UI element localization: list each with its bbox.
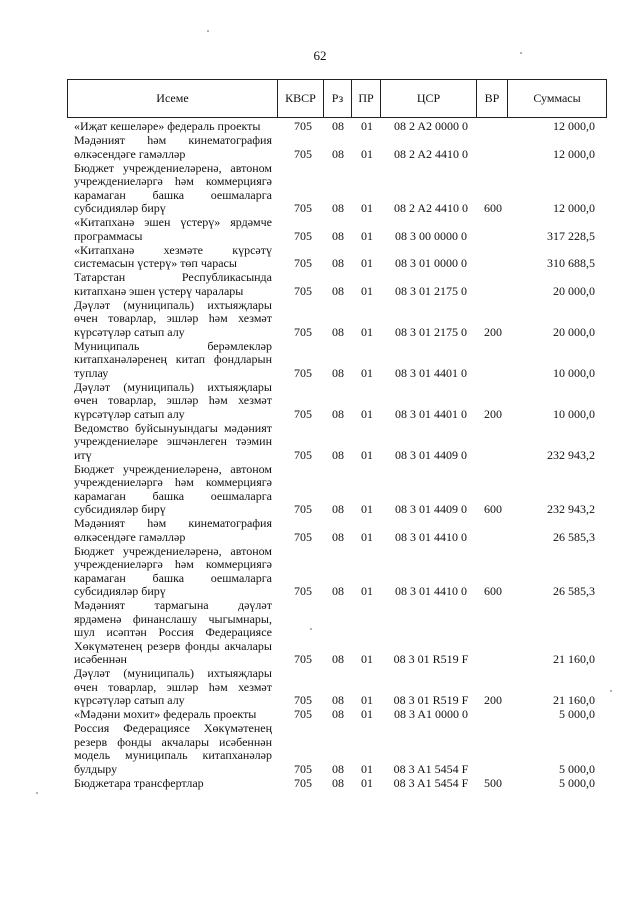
row-pr: 01: [361, 146, 373, 161]
row-kvsr: 705: [294, 761, 312, 776]
row-pr: 01: [361, 119, 373, 133]
row-name-line: шул исәптән Россия Федерациясе: [74, 625, 272, 639]
row-name-line: субсидияләр бирү: [74, 502, 166, 516]
row-name: [74, 517, 272, 544]
row-name-line: субсидияләр бирү: [74, 584, 166, 598]
row-name-line: модель муниципаль китапханәләр: [74, 748, 272, 762]
row-name: [74, 340, 272, 381]
row-csr: 08 3 01 4410 0: [395, 529, 467, 544]
row-name-line: карамаган башка оешмаларга: [74, 488, 272, 503]
row-kvsr: 705: [294, 228, 312, 243]
row-name-line: итү: [74, 447, 92, 462]
row-name-line: Дәүләт (муниципаль) ихтыяҗлары: [74, 297, 272, 312]
row-sum: 10 000,0: [553, 406, 595, 421]
row-name-line: өчен товарлар, эшләр һәм хезмәт: [74, 393, 272, 407]
row-name: [74, 722, 272, 776]
row-rz: 08: [332, 584, 344, 598]
row-rz: 08: [332, 761, 344, 776]
row-rz: 08: [332, 146, 344, 161]
row-rz: 08: [332, 652, 344, 666]
row-vr: 200: [484, 324, 502, 339]
header-csr: ЦСР: [381, 80, 477, 117]
row-name: [74, 599, 272, 667]
row-name-line: Дәүләт (муниципаль) ихтыяҗлары: [74, 666, 272, 680]
row-name-line: өлкәсендәге гамәлләр: [74, 529, 186, 544]
row-pr: 01: [361, 775, 373, 790]
row-csr: 08 2 A2 4410 0: [393, 201, 468, 215]
row-pr: 01: [361, 201, 373, 215]
row-sum: 5 000,0: [559, 775, 595, 790]
row-pr: 01: [361, 707, 373, 721]
row-name-line: карамаган башка оешмаларга: [74, 187, 272, 202]
row-name-line: Мәдәният һәм кинематография: [74, 516, 272, 530]
row-sum: 5 000,0: [559, 707, 595, 721]
row-sum: 12 000,0: [553, 201, 595, 215]
row-name-line: Мәдәният тармагына дәүләт: [74, 598, 272, 612]
header-kvsr: КВСР: [278, 80, 324, 117]
row-pr: 01: [361, 324, 373, 339]
row-rz: 08: [332, 324, 344, 339]
row-name: [74, 777, 272, 791]
row-rz: 08: [332, 406, 344, 421]
row-kvsr: 705: [294, 707, 312, 721]
row-kvsr: 705: [294, 365, 312, 380]
row-name-line: резерв фонды акчалары исәбеннән: [74, 734, 272, 749]
row-name-line: «Иҗат кешеләре» федераль проекты: [74, 119, 261, 133]
row-sum: 21 160,0: [553, 652, 595, 666]
row-name-line: Муниципаль берәмлекләр: [74, 338, 272, 353]
row-rz: 08: [332, 228, 344, 243]
row-csr: 08 3 A1 5454 F: [393, 775, 469, 790]
row-sum: 26 585,3: [553, 529, 595, 544]
row-csr: 08 2 A2 4410 0: [393, 146, 468, 161]
row-kvsr: 705: [294, 256, 312, 270]
row-rz: 08: [332, 707, 344, 721]
row-vr: 200: [484, 693, 502, 707]
row-csr: 08 3 01 4409 0: [395, 447, 467, 462]
row-kvsr: 705: [294, 119, 312, 133]
row-rz: 08: [332, 775, 344, 790]
row-csr: 08 3 01 4410 0: [395, 584, 467, 598]
row-sum: 26 585,3: [553, 584, 595, 598]
row-vr: 600: [484, 584, 502, 598]
row-pr: 01: [361, 652, 373, 666]
row-name-line: «Китапханә хезмәте күрсәтү: [74, 242, 272, 257]
row-sum: 21 160,0: [553, 693, 595, 707]
row-name: [74, 299, 272, 340]
row-name-line: Хөкүмәтенең резерв фонды акчалары: [74, 638, 272, 653]
row-name: [74, 422, 272, 463]
row-pr: 01: [361, 529, 373, 544]
row-name-line: Ведомство буйсынуындагы мәдәният: [74, 420, 272, 435]
row-rz: 08: [332, 447, 344, 462]
row-kvsr: 705: [294, 406, 312, 421]
row-name-line: ярдәменә финанслашу чыгымнары,: [74, 611, 272, 626]
row-pr: 01: [361, 406, 373, 421]
row-name-line: «Китапханә эшен үстерү» ярдәмче: [74, 215, 272, 229]
row-csr: 08 3 01 4401 0: [395, 365, 467, 380]
row-csr: 08 3 A1 5454 F: [393, 761, 469, 776]
row-kvsr: 705: [294, 652, 312, 666]
row-name: [74, 271, 272, 298]
row-name-line: Бюджет учреждениеләренә, автоном: [74, 160, 272, 175]
row-csr: 08 2 A2 0000 0: [393, 119, 468, 133]
row-sum: 317 228,5: [547, 228, 595, 243]
row-name-line: өчен товарлар, эшләр һәм хезмәт: [74, 679, 272, 694]
row-csr: 08 3 01 4409 0: [395, 502, 467, 516]
row-sum: 232 943,2: [547, 447, 595, 462]
row-name-line: күрсәтүләр сатып алу: [74, 693, 185, 707]
row-csr: 08 3 01 2175 0: [395, 283, 467, 298]
row-kvsr: 705: [294, 324, 312, 339]
row-sum: 12 000,0: [553, 119, 595, 133]
row-vr: 600: [484, 502, 502, 516]
row-csr: 08 3 01 4401 0: [395, 406, 467, 421]
row-name-line: Дәүләт (муниципаль) ихтыяҗлары: [74, 379, 272, 394]
row-kvsr: 705: [294, 693, 312, 707]
row-name-line: карамаган башка оешмаларга: [74, 570, 272, 585]
scan-speck: [520, 52, 522, 54]
row-csr: 08 3 01 R519 F: [393, 693, 469, 707]
row-name-line: өлкәсендәге гамәлләр: [74, 146, 186, 161]
row-pr: 01: [361, 584, 373, 598]
row-sum: 232 943,2: [547, 502, 595, 516]
row-sum: 12 000,0: [553, 146, 595, 161]
row-csr: 08 3 01 R519 F: [393, 652, 469, 666]
row-name-line: Бюджет учреждениеләренә, автоном: [74, 543, 272, 558]
row-name-line: өчен товарлар, эшләр һәм хезмәт: [74, 311, 272, 325]
row-kvsr: 705: [294, 447, 312, 462]
row-kvsr: 705: [294, 584, 312, 598]
header-rz: Рз: [324, 80, 352, 117]
row-kvsr: 705: [294, 146, 312, 161]
row-name: [74, 244, 272, 271]
header-pr: ПР: [352, 80, 381, 117]
row-pr: 01: [361, 256, 373, 270]
row-rz: 08: [332, 283, 344, 298]
row-name-line: туплау: [74, 365, 109, 380]
header-vr: ВР: [477, 80, 508, 117]
row-name-line: учреждениеләре эшчәнлеген тәэмин: [74, 434, 272, 448]
row-pr: 01: [361, 283, 373, 298]
page-number: 62: [313, 48, 327, 63]
row-csr: 08 3 01 0000 0: [395, 256, 467, 270]
row-name: [74, 545, 272, 599]
row-name-line: учреждениеләргә һәм коммерциягә: [74, 557, 272, 571]
row-kvsr: 705: [294, 775, 312, 790]
row-vr: 500: [484, 775, 502, 790]
row-pr: 01: [361, 447, 373, 462]
row-pr: 01: [361, 502, 373, 516]
row-kvsr: 705: [294, 502, 312, 516]
row-kvsr: 705: [294, 529, 312, 544]
row-rz: 08: [332, 365, 344, 380]
row-name-line: күрсәтүләр сатып алу: [74, 324, 185, 339]
row-rz: 08: [332, 256, 344, 270]
scan-speck: [207, 30, 209, 32]
row-name-line: «Мәдәни мохит» федераль проекты: [74, 707, 257, 721]
row-pr: 01: [361, 761, 373, 776]
row-sum: 310 688,5: [547, 256, 595, 270]
row-vr: 200: [484, 406, 502, 421]
row-rz: 08: [332, 529, 344, 544]
row-sum: 20 000,0: [553, 283, 595, 298]
row-name-line: китапханә эшен үстерү чаралары: [74, 283, 244, 298]
row-kvsr: 705: [294, 201, 312, 215]
row-name-line: Россия Федерациясе Хөкүмәтенең: [74, 721, 272, 735]
row-name-line: китапханәләренең китап фондларын: [74, 352, 272, 366]
row-rz: 08: [332, 693, 344, 707]
row-csr: 08 3 A1 0000 0: [393, 707, 468, 721]
row-vr: 600: [484, 201, 502, 215]
row-name-line: Бюджет учреждениеләренә, автоном: [74, 461, 272, 476]
row-sum: 5 000,0: [559, 761, 595, 776]
scan-speck: [36, 792, 38, 794]
row-name: [74, 381, 272, 422]
row-csr: 08 3 00 0000 0: [395, 228, 467, 243]
scan-speck: [610, 690, 612, 692]
row-name: [74, 134, 272, 161]
row-pr: 01: [361, 365, 373, 380]
row-name: [74, 708, 272, 722]
scan-speck: [310, 628, 312, 630]
header-sum: Суммасы: [533, 91, 581, 105]
row-name-line: программасы: [74, 228, 143, 243]
row-name-line: Татарстан Республикасында: [74, 270, 272, 284]
row-name: [74, 463, 272, 517]
row-rz: 08: [332, 502, 344, 516]
row-sum: 10 000,0: [553, 365, 595, 380]
table-header: [67, 79, 607, 118]
row-name: [74, 162, 272, 216]
row-name-line: Бюджетара трансфертлар: [74, 775, 204, 790]
row-csr: 08 3 01 2175 0: [395, 324, 467, 339]
row-name-line: күрсәтүләр сатып алу: [74, 406, 185, 421]
row-name-line: учреждениеләргә һәм коммерциягә: [74, 174, 272, 188]
row-sum: 20 000,0: [553, 324, 595, 339]
row-name-line: учреждениеләргә һәм коммерциягә: [74, 475, 272, 489]
row-pr: 01: [361, 693, 373, 707]
row-name: [74, 120, 272, 134]
row-name-line: системасын үстерү» төп чарасы: [74, 256, 237, 270]
row-rz: 08: [332, 119, 344, 133]
row-name: [74, 667, 272, 708]
row-name: [74, 216, 272, 243]
header-name: Исеме: [68, 80, 278, 117]
row-name-line: Мәдәният һәм кинематография: [74, 133, 272, 147]
row-pr: 01: [361, 228, 373, 243]
row-name-line: булдыру: [74, 761, 118, 776]
row-rz: 08: [332, 201, 344, 215]
row-name-line: субсидияләр бирү: [74, 201, 166, 215]
row-name-line: исәбеннән: [74, 652, 127, 666]
row-kvsr: 705: [294, 283, 312, 298]
